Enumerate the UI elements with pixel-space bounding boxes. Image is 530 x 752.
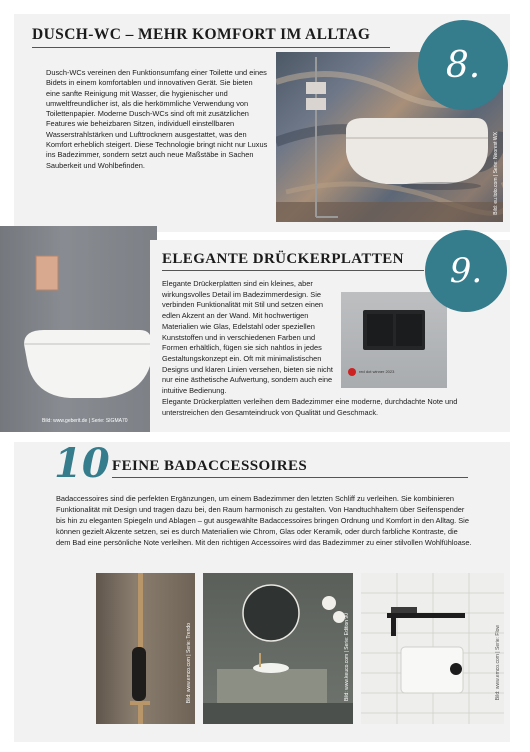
section-10-caption-2: Bild: www.keuco.com | Serie: Edition 90	[344, 613, 350, 702]
section-10-title-rule	[112, 477, 468, 478]
red-dot-icon	[348, 368, 356, 376]
section-9-panel	[0, 226, 157, 432]
section-8-title: DUSCH-WC – MEHR KOMFORT IM ALLTAG	[32, 26, 371, 43]
section-9-image	[341, 292, 447, 388]
section-9-number: 9.	[449, 251, 483, 291]
section-10-text: Badaccessoires sind die perfekten Ergänzungen, um einem Badezimmer den letzten Schliff zu verleihen. Sie kombinieren Funktionalität mit Design und tragen dazu bei, den Raum harmonisch zu gestalten. Von Handtuchhaltern über Seifenspender bis hin zu eleganten Spiegeln und Ablagen – gut ausgewählte Badaccessoires bringen Ordnung und Komfort in den Alltag. Sie können gezielt Akzente setzen, sei es durch Materialien wie Chrom, Glas oder Keramik, oder durch farbliche Kontraste, die dem Bad eine persönliche Note verleihen. Mit den richtigen Accessoires wird das Badezimmer zu einer stilvollen Wohlfühloase.	[56, 494, 472, 547]
section-8-number: 8.	[445, 44, 481, 86]
section-10-caption-3: Bild: www.emco.com | Serie: Trendo	[186, 623, 192, 704]
wall-toilet-illustration	[0, 226, 157, 432]
section-9-title-rule	[162, 270, 424, 271]
section-8-title-rule	[32, 47, 390, 48]
section-10-image-1	[96, 573, 195, 724]
section-9-text-wide: Elegante Drückerplatten verleihen dem Badezimmer eine moderne, durchdachte Note und unterstreichen den Gesamteindruck von Qualität und Geschmack.	[162, 397, 458, 417]
award-label: red dot winner 2023	[359, 369, 395, 374]
section-10-image-3	[361, 573, 504, 724]
section-8-caption: Bild: eu.toto.com | Serie: Neorest WX	[493, 132, 499, 215]
section-9-title: ELEGANTE DRÜCKERPLATTEN	[162, 251, 404, 267]
paper-holder-illustration	[361, 573, 504, 724]
section-9-caption: Bild: www.geberit.de | Serie: SIGMA70	[42, 418, 128, 424]
section-10-image-2	[203, 573, 353, 724]
section-8-badge	[418, 20, 508, 110]
section-10-title: FEINE BADACCESSOIRES	[112, 458, 308, 474]
mirror-vanity-illustration	[203, 573, 353, 724]
toilet-brush-illustration	[96, 573, 195, 724]
section-10-number: 10	[54, 440, 110, 487]
section-10-caption-1: Bild: www.emco.com | Serie: Flow	[495, 625, 501, 701]
section-8-text: Dusch-WCs vereinen den Funktionsumfang einer Toilette und eines Bidets in einem komfortablen und innovativen Gerät. Sie bieten eine sanfte Reinigung mit Wasser, die hygienischer und umweltfreundlicher ist, als die herkömmliche Verwendung von Toilettenpapier. Moderne Dusch-WCs sind oft mit zusätzlichen Features wie beheizbaren Sitzen, individuell einstellbaren Wasserstrahlstärken und Lufttrocknern ausgestattet, was den Komfort erheblich steigert. Diese Technologie bringt nicht nur Luxus ins Badezimmer, sondern setzt auch neue Maßstäbe in Sachen Sauberkeit und Wohlbefinden.	[46, 68, 268, 170]
section-9-text-narrow: Elegante Drückerplatten sind ein kleines, aber wirkungsvolles Detail im Badezimmerdesign. Sie verbinden Funktionalität mit Stil und setzen einen edlen Akzent an der Wand. Mit hochwertigen Materialien wie Glas, Edelstahl oder speziellen Kunststoffen und in verschiedenen Farben und Formen erhältlich, fügen sie sich nahtlos in jedes Gestaltungskonzept ein. Oft mit minimalistischen Designs und klaren Linien versehen, bieten sie nicht nur eine ästhetische Aufwertung, sondern auch eine intuitive Bedienung.	[162, 279, 333, 396]
section-9-badge	[425, 230, 507, 312]
